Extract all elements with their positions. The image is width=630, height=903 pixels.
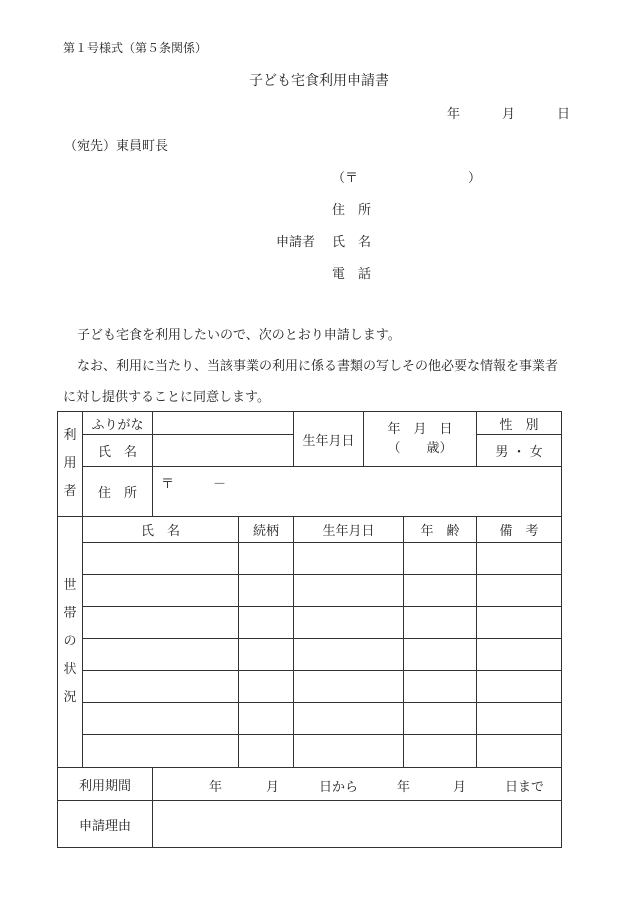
sex-label: 性 別 [477,412,562,435]
birthdate-label: 生年月日 [294,412,364,467]
household-age-cell[interactable] [404,639,477,671]
period-month-to: 月 [453,780,467,795]
household-remarks-cell[interactable] [477,575,562,607]
address-label: 住 所 [83,467,153,517]
household-remarks-cell[interactable] [477,543,562,575]
household-birthdate-cell[interactable] [294,639,404,671]
household-col-name: 氏 名 [83,517,239,543]
household-row [58,575,562,607]
household-remarks-cell[interactable] [477,671,562,703]
birth-ymd: 年 月 日 [387,422,453,437]
household-row [58,543,562,575]
period-month-from: 月 [266,780,280,795]
household-char: 帯 [63,606,77,621]
user-section-label [58,412,83,517]
household-section-label [58,517,83,768]
user-char: 利 [63,428,77,443]
name-label: 氏 名 [83,435,153,467]
household-name-cell[interactable] [83,639,239,671]
household-birthdate-cell[interactable] [294,703,404,735]
furigana-label: ふりがな [83,412,153,435]
household-birthdate-cell[interactable] [294,543,404,575]
postal-mark: 〒 － [161,477,227,492]
applicant-phone-label: 電 話 [332,267,372,282]
household-char: の [63,634,77,649]
date-year-label: 年 [447,107,461,122]
household-relation-cell[interactable] [239,671,294,703]
application-table [57,411,562,848]
household-row [58,639,562,671]
household-age-cell[interactable] [404,703,477,735]
household-birthdate-cell[interactable] [294,671,404,703]
household-col-remarks: 備 考 [477,517,562,543]
birth-age: （ 歳） [387,441,453,456]
period-day-from: 日から [319,780,359,795]
household-remarks-cell[interactable] [477,639,562,671]
period-label: 利用期間 [58,768,153,801]
household-row [58,703,562,735]
birthdate-field[interactable] [364,412,477,467]
name-field[interactable] [153,435,294,467]
household-name-cell[interactable] [83,735,239,768]
household-birthdate-cell[interactable] [294,575,404,607]
household-row [58,607,562,639]
form-number: 第１号様式（第５条関係） [63,41,208,55]
household-name-cell[interactable] [83,703,239,735]
household-age-cell[interactable] [404,543,477,575]
applicant-postal-close: ） [468,171,482,186]
household-remarks-cell[interactable] [477,735,562,768]
date-day-label: 日 [557,107,571,122]
user-char: 者 [63,484,77,499]
household-name-cell[interactable] [83,575,239,607]
household-birthdate-cell[interactable] [294,607,404,639]
household-char: 世 [63,578,77,593]
household-remarks-cell[interactable] [477,607,562,639]
date-month-label: 月 [502,107,516,122]
household-remarks-cell[interactable] [477,703,562,735]
household-row [58,735,562,768]
household-relation-cell[interactable] [239,639,294,671]
household-relation-cell[interactable] [239,543,294,575]
household-age-cell[interactable] [404,607,477,639]
applicant-postal-open: （〒 [332,171,359,186]
household-char: 状 [63,662,77,677]
household-age-cell[interactable] [404,575,477,607]
applicant-group-label: 申請者 [276,235,316,250]
applicant-name-label: 氏 名 [332,235,372,250]
furigana-field[interactable] [153,412,294,435]
applicant-address-label: 住 所 [332,203,372,218]
household-birthdate-cell[interactable] [294,735,404,768]
household-name-cell[interactable] [83,671,239,703]
reason-field[interactable] [153,801,562,848]
addressee: （宛先）東員町長 [64,139,169,154]
household-relation-cell[interactable] [239,703,294,735]
household-relation-cell[interactable] [239,735,294,768]
period-year-to: 年 [397,780,411,795]
period-year-from: 年 [209,780,223,795]
household-row [58,671,562,703]
household-name-cell[interactable] [83,543,239,575]
household-age-cell[interactable] [404,735,477,768]
body-text-line3: に対し提供することに同意します。 [63,390,270,405]
user-char: 用 [63,456,77,471]
form-title: 子ども宅食利用申請書 [249,73,389,89]
household-name-cell[interactable] [83,607,239,639]
household-col-relation: 続柄 [239,517,294,543]
household-relation-cell[interactable] [239,607,294,639]
reason-label: 申請理由 [58,801,153,848]
address-field[interactable] [153,467,562,517]
household-char: 況 [63,690,77,705]
period-field[interactable] [153,768,562,801]
body-text-line2: なお、利用に当たり、当該事業の利用に係る書類の写しその他必要な情報を事業者 [77,359,559,374]
household-col-age: 年 齢 [404,517,477,543]
household-relation-cell[interactable] [239,575,294,607]
household-col-birthdate: 生年月日 [294,517,404,543]
body-text-line1: 子ども宅食を利用したいので、次のとおり申請します。 [77,328,401,343]
household-age-cell[interactable] [404,671,477,703]
period-day-to: 日まで [505,780,545,795]
sex-options[interactable]: 男 ・ 女 [477,435,562,467]
